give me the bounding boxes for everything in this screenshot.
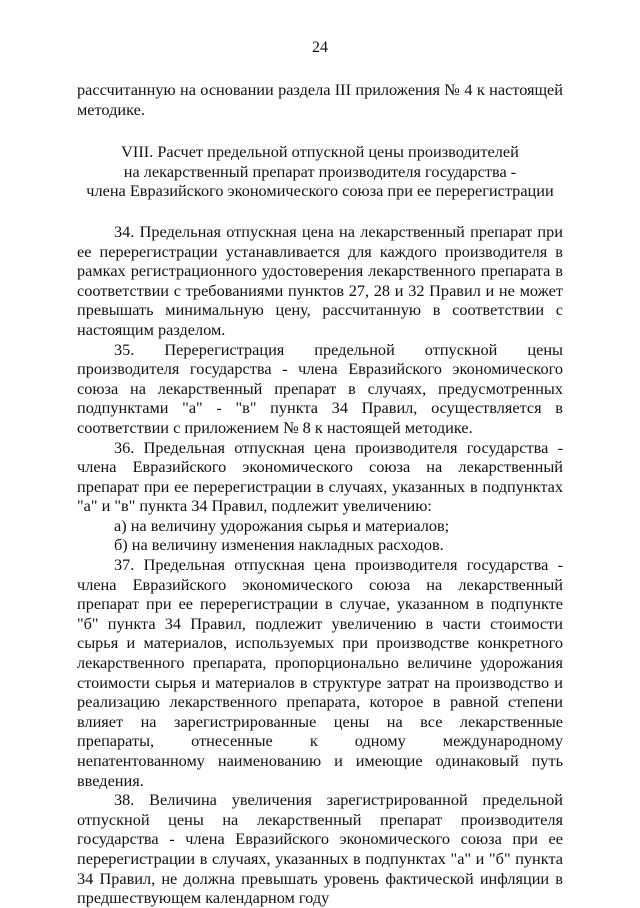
paragraph-35: 35. Перерегистрация предельной отпускной цены производителя государства - члена Евразийского экономического союза на лекарственный препарат в случаях, предусмотренных подпунктами "а" - "в" пункта 34 Правил, осуществляется в соответствии с приложением № 8 к настоящей методике. [77, 339, 563, 437]
page-content [77, 80, 563, 908]
section-heading-line: члена Евразийского экономического союза при ее перерегистрации [86, 181, 554, 201]
section-heading [77, 142, 563, 201]
list-item-a: а) на величину удорожания сырья и материалов; [114, 515, 450, 535]
page-number: 24 [312, 39, 328, 56]
intro-paragraph: рассчитанную на основании раздела III приложения № 4 к настоящей методике. [77, 80, 563, 119]
list-item-b: б) на величину изменения накладных расходов. [114, 535, 444, 555]
paragraph-36: 36. Предельная отпускная цена производителя государства - члена Евразийского экономического союза на лекарственный препарат при ее перерегистрации в случаях, указанных в подпунктах "а" и "в" пункта 34 Правил, подлежит увеличению: [77, 437, 563, 516]
section-heading-line: на лекарственный препарат производителя государства - [123, 161, 517, 181]
paragraph-37: 37. Предельная отпускная цена производителя государства - члена Евразийского экономического союза на лекарственный препарат при ее перерегистрации в случае, указанном в подпункте "б" пункта 34 Правил, подлежит увеличению в части стоимости сырья и материалов, используемых при производстве конкретного лекарственного препарата, пропорционально величине удорожания стоимости сырья и материалов в структуре затрат на производство и реализацию лекарственного препарата, которое в равной степени влияет на зарегистрированные цены на все лекарственные препараты, отнесенные к одному международному непатентованному наименованию и имеющие одинаковый путь введения. [77, 555, 563, 790]
paragraph-34: 34. Предельная отпускная цена на лекарственный препарат при ее перерегистрации устанавливается для каждого производителя в рамках регистрационного удостоверения лекарственного препарата в соответствии с требованиями пунктов 27, 28 и 32 Правил и не может превышать минимальную цену, рассчитанную в соответствии с настоящим разделом. [77, 221, 563, 339]
paragraph-38: 38. Величина увеличения зарегистрированной предельной отпускной цены на лекарственный препарат производителя государства - члена Евразийского экономического союза при ее перерегистрации в случаях, указанных в подпунктах "а" и "б" пункта 34 Правил, не должна превышать уровень фактической инфляции в предшествующем календарном году [77, 790, 563, 908]
section-heading-line: VIII. Расчет предельной отпускной цены производителей [121, 142, 519, 162]
